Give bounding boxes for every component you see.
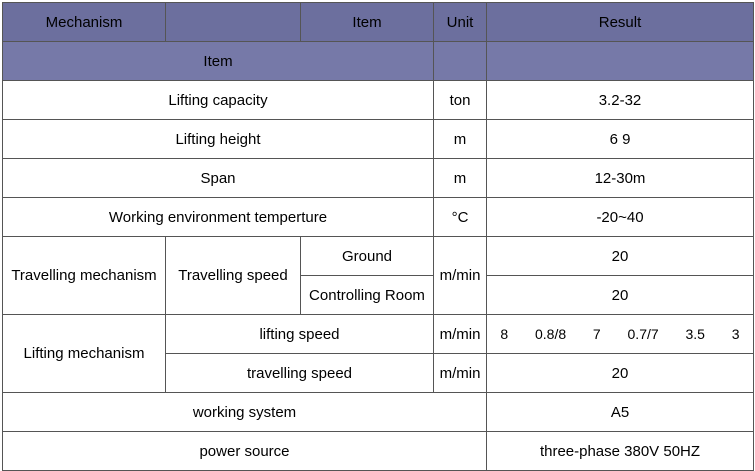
row-label-lifting-capacity: Lifting capacity — [3, 81, 434, 120]
cell-lifting-travelling-speed-label: travelling speed — [166, 354, 434, 393]
lifting-speed-value-6: 3 — [731, 326, 740, 342]
table-row — [3, 81, 754, 120]
cell-lifting-travelling-speed-result: 20 — [487, 354, 754, 393]
cell-lifting-travelling-speed-unit: m/min — [434, 354, 487, 393]
table-row-lifting-speed — [3, 315, 754, 354]
lifting-speed-value-1: 8 — [500, 326, 509, 342]
table-row-power-source — [3, 432, 754, 471]
table-row-travelling-ground — [3, 237, 754, 276]
header-unit: Unit — [434, 3, 487, 42]
cell-lifting-speed-unit: m/min — [434, 315, 487, 354]
row-label-working-environment-temperture: Working environment temperture — [3, 198, 434, 237]
table-row — [3, 159, 754, 198]
row-unit-working-environment-temperture: °C — [434, 198, 487, 237]
cell-lifting-mechanism: Lifting mechanism — [3, 315, 166, 393]
row-result-span: 12-30m — [487, 159, 754, 198]
header-item: Item — [301, 3, 434, 42]
row-label-span: Span — [3, 159, 434, 198]
lifting-speed-values — [487, 326, 753, 342]
row-result-working-environment-temperture: -20~40 — [487, 198, 754, 237]
cell-travelling-ground-result: 20 — [487, 237, 754, 276]
cell-travelling-controlling-room-label: Controlling Room — [301, 276, 434, 315]
cell-lifting-speed-label: lifting speed — [166, 315, 434, 354]
row-unit-span: m — [434, 159, 487, 198]
table-row-working-system — [3, 393, 754, 432]
specification-table — [2, 2, 754, 471]
table-row — [3, 120, 754, 159]
cell-lifting-speed-result — [487, 315, 754, 354]
lifting-speed-value-5: 3.5 — [685, 326, 705, 342]
lifting-speed-value-2: 0.8/8 — [534, 326, 567, 342]
cell-power-source-result: three-phase 380V 50HZ — [487, 432, 754, 471]
cell-travelling-ground-label: Ground — [301, 237, 434, 276]
header-mechanism: Mechanism — [3, 3, 166, 42]
header-blank-1 — [166, 3, 301, 42]
cell-travelling-unit: m/min — [434, 237, 487, 315]
row-result-lifting-height: 6 9 — [487, 120, 754, 159]
row-result-lifting-capacity: 3.2-32 — [487, 81, 754, 120]
cell-travelling-controlling-room-result: 20 — [487, 276, 754, 315]
lifting-speed-value-4: 0.7/7 — [627, 326, 659, 342]
row-unit-lifting-capacity: ton — [434, 81, 487, 120]
section-row-item — [3, 42, 754, 81]
table-header-row — [3, 3, 754, 42]
row-label-lifting-height: Lifting height — [3, 120, 434, 159]
cell-working-system-result: A5 — [487, 393, 754, 432]
row-unit-lifting-height: m — [434, 120, 487, 159]
cell-power-source-label: power source — [3, 432, 487, 471]
section-unit-blank — [434, 42, 487, 81]
lifting-speed-value-3: 7 — [592, 326, 601, 342]
section-label-item: Item — [3, 42, 434, 81]
header-result: Result — [487, 3, 754, 42]
section-result-blank — [487, 42, 754, 81]
table-row — [3, 198, 754, 237]
cell-working-system-label: working system — [3, 393, 487, 432]
cell-travelling-mechanism: Travelling mechanism — [3, 237, 166, 315]
cell-travelling-speed-label: Travelling speed — [166, 237, 301, 315]
